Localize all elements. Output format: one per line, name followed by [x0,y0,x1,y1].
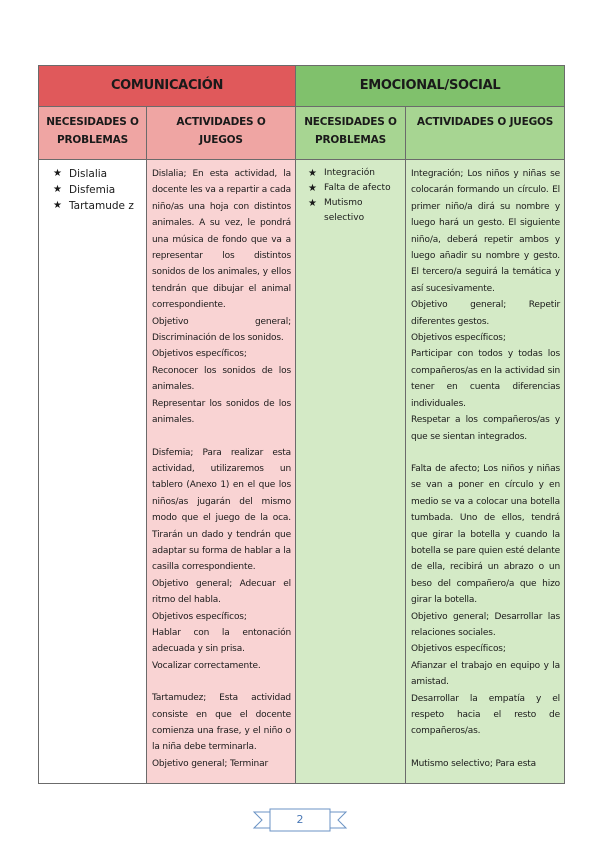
need-item [53,182,142,198]
activity-paragraph: Objetivos específicos; [152,611,247,622]
activity-paragraph: Dislalia; En esta actividad, la docente les va a repartir a cada niño/as una hoja con distintos animales. A su vez, le pondrá una música de fondo que va a representar los distintos sonidos de los animales, y ellos tendrán que dibujar el animal correspondiente. [152,169,291,311]
activity-paragraph: Objetivo general; Discriminación de los sonidos. [152,316,291,344]
activity-paragraph: Objetivos específicos; [152,349,247,360]
activity-paragraph: Hablar con la entonación adecuada y sin prisa. [152,627,291,655]
header-comunicacion-title: COMUNICACIÓN [110,78,224,93]
star-bullet-icon: ★ [53,200,62,211]
activity-paragraph: Vocalizar correctamente. [152,660,261,671]
header-comunicacion [39,66,296,107]
activity-paragraph: Objetivo general; Desarrollar las relaciones sociales. [411,611,561,638]
paragraph-gap [411,445,560,461]
star-bullet-icon: ★ [53,184,62,195]
header-emocional [296,66,565,107]
need-item [53,198,142,214]
activity-paragraph: Respetar a los compañeros/as y que se sientan integrados. [411,415,561,442]
need-item [308,196,401,226]
subheader-actividades-2: ACTIVIDADES O JUEGOS [416,116,554,128]
activity-paragraph: Participar con todos y todas los compañeros/as en la actividad sin tener en cuenta diferencias individuales. [411,349,561,409]
subheader-necesidades-comunicacion [39,107,147,160]
header-emocional-title: EMOCIONAL/SOCIAL [359,78,501,93]
activity-paragraph: Tartamudez; Esta actividad consiste en que el docente comienza una frase, y el niño o la niña debe terminarla. [152,693,291,753]
activity-paragraph: Disfemia; Para realizar esta actividad, utilizaremos un tablero (Anexo 1) en el que los niños/as jugarán del mismo modo que el juego de la oca. Tirarán un dado y tendrán que adaptar su forma de hablar a la casilla correspondiente. [152,447,291,573]
activity-paragraph: Mutismo selectivo; Para esta [411,758,536,769]
paragraph-gap [152,674,291,690]
needs-list-emocional [296,160,405,226]
activities-cell-emocional [406,160,565,784]
activity-paragraph: Falta de afecto; Los niños y niñas se van a poner en círculo y en medio se va a colocar una botella tumbada. Uno de ellos, tendrá que girar la botella y cuando la botella se pare quien esté delante de ella, recibirá un abrazo o un beso del compañero/a que hizo girar la botella. [411,463,561,606]
subheader-actividades-emocional [406,107,565,160]
need-item [308,166,401,181]
activity-paragraph: Objetivo general; Adecuar el ritmo del habla. [152,578,291,606]
need-label: Disfemia [69,184,116,196]
activities-text-comunicacion [147,160,295,772]
activity-paragraph: Reconocer los sonidos de los animales. [152,365,291,393]
needs-cell-comunicacion [39,160,147,784]
subheader-necesidades-2: NECESIDADES O PROBLEMAS [304,116,397,146]
star-bullet-icon: ★ [308,168,317,179]
subheader-necesidades-1: NECESIDADES O PROBLEMAS [46,116,139,146]
document-page [38,65,564,784]
subheader-actividades-1: ACTIVIDADES O JUEGOS [176,116,266,146]
star-bullet-icon: ★ [53,168,62,179]
need-label: Mutismo selectivo [324,198,365,223]
need-label: Integración [324,168,376,178]
activities-text-emocional [406,160,564,772]
page-number: 2 [296,813,304,826]
star-bullet-icon: ★ [308,183,317,194]
need-label: Tartamude z [69,200,134,212]
activity-paragraph: Integración; Los niños y niñas se colocarán formando un círculo. El primer niño/a dirá su nombre y luego hará un gesto. El siguiente niño/a, deberá repetir ambos y luego añadir su nombre y gesto. El tercero/a seguirá la temática y así sucesivamente. [411,169,561,294]
paragraph-gap [411,740,560,756]
need-label: Falta de afecto [324,183,391,193]
activities-table [38,65,565,784]
page-number-ribbon [250,805,350,835]
activity-paragraph: Objetivo general; Repetir diferentes gestos. [411,300,561,327]
subheader-necesidades-emocional [296,107,406,160]
subheader-actividades-comunicacion [147,107,296,160]
paragraph-gap [152,429,291,445]
activity-paragraph: Objetivos específicos; [411,644,506,655]
needs-list-comunicacion [39,160,146,214]
activity-paragraph: Desarrollar la empatía y el respeto hacia el resto de compañeros/as. [411,693,561,737]
need-item [308,181,401,196]
activity-paragraph: Objetivo general; Terminar [152,758,268,769]
activities-cell-comunicacion [147,160,296,784]
activity-paragraph: Representar los sonidos de los animales. [152,398,291,426]
activity-paragraph: Afianzar el trabajo en equipo y la amistad. [411,660,561,688]
star-bullet-icon: ★ [308,198,317,209]
needs-cell-emocional [296,160,406,784]
activity-paragraph: Objetivos específicos; [411,333,506,344]
need-label: Dislalia [69,168,108,180]
need-item [53,166,142,182]
